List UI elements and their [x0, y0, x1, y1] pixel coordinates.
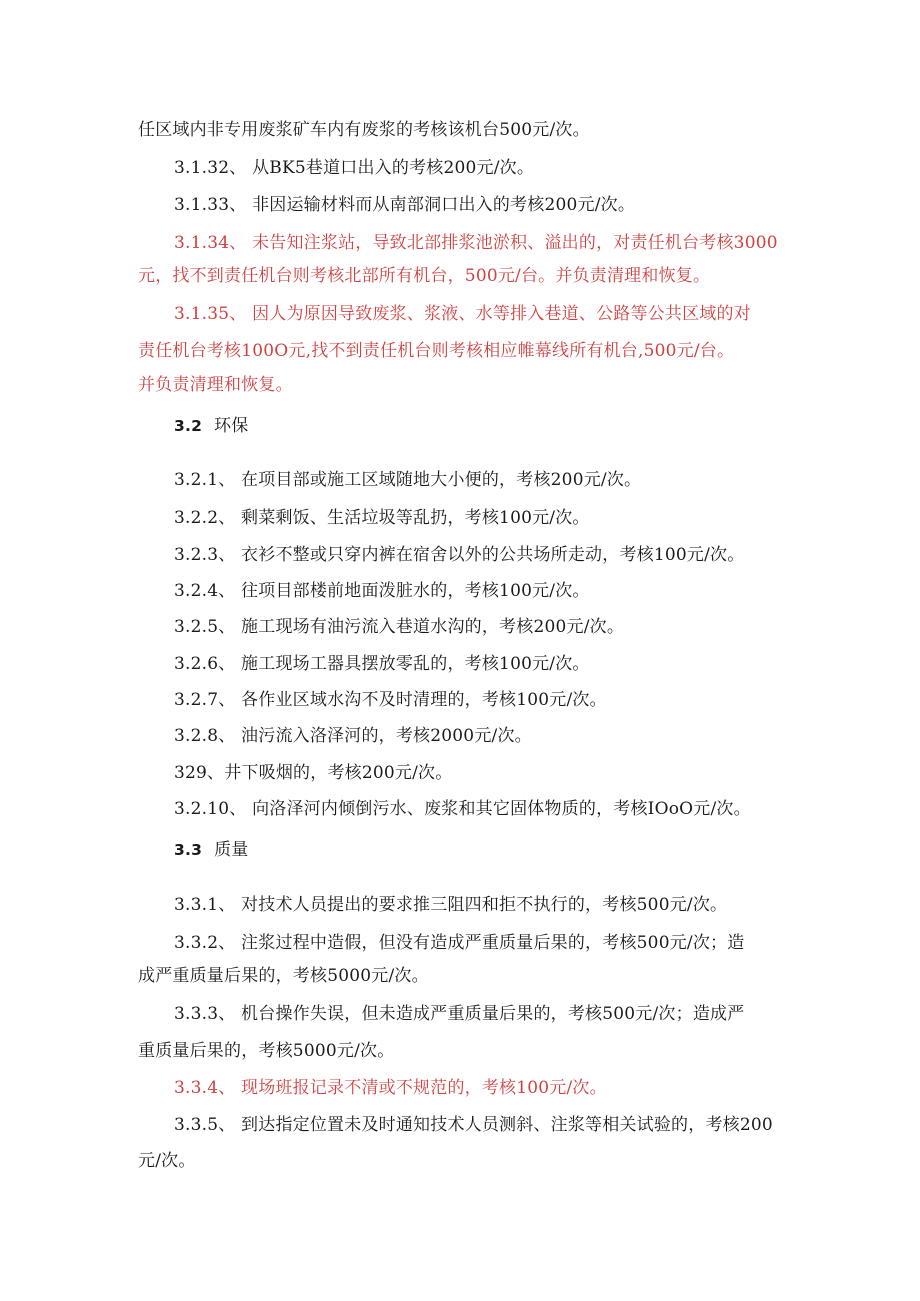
- paragraph-line: 任区域内非专用废浆矿车内有废浆的考核该机台500元/次。: [138, 120, 590, 140]
- clause-3-1-35-line-2: 责任机台考核100O元,找不到责任机台则考核相应帷幕线所有机台,500元/台。: [138, 341, 735, 361]
- section-title: 质量: [214, 840, 249, 860]
- clause-3-1-35-line-3: 并负责清理和恢复。: [138, 375, 293, 395]
- clause-3-3-5-line-2: 元/次。: [138, 1151, 196, 1171]
- clause-3-1-33: 3.1.33、 非因运输材料而从南部洞口出入的考核200元/次。: [174, 195, 636, 215]
- section-number: 3.2: [174, 417, 203, 435]
- clause-3-2-10: 3.2.10、 向洛泽河内倾倒污水、废浆和其它固体物质的，考核IOoO元/次。: [174, 799, 751, 819]
- clause-3-2-5: 3.2.5、 施工现场有油污流入巷道水沟的，考核200元/次。: [174, 617, 625, 637]
- clause-3-3-2-line-1: 3.3.2、 注浆过程中造假，但没有造成严重质量后果的，考核500元/次；造: [174, 933, 745, 953]
- clause-3-1-32: 3.1.32、 从BK5巷道口出入的考核200元/次。: [174, 158, 535, 178]
- clause-3-3-2-line-2: 成严重质量后果的，考核5000元/次。: [138, 966, 429, 986]
- section-title: 环保: [214, 416, 249, 436]
- clause-3-3-3-line-1: 3.3.3、 机台操作失误，但未造成严重质量后果的，考核500元/次；造成严: [174, 1004, 745, 1024]
- clause-3-2-1: 3.2.1、 在项目部或施工区域随地大小便的，考核200元/次。: [174, 470, 642, 490]
- clause-3-3-1: 3.3.1、 对技术人员提出的要求推三阻四和拒不执行的，考核500元/次。: [174, 895, 728, 915]
- clause-3-2-6: 3.2.6、 施工现场工器具摆放零乱的，考核100元/次。: [174, 654, 590, 674]
- clause-3-1-35-line-1: 3.1.35、 因人为原因导致废浆、浆液、水等排入巷道、公路等公共区域的对: [174, 304, 751, 324]
- clause-3-2-8: 3.2.8、 油污流入洛泽河的，考核2000元/次。: [174, 726, 532, 746]
- clause-3-2-9: 329、井下吸烟的，考核200元/次。: [174, 763, 453, 783]
- clause-3-3-4: 3.3.4、 现场班报记录不清或不规范的，考核100元/次。: [174, 1078, 607, 1098]
- clause-3-2-4: 3.2.4、 往项目部楼前地面泼脏水的，考核100元/次。: [174, 581, 590, 601]
- section-heading-3-2: [174, 414, 248, 438]
- clause-3-2-3: 3.2.3、 衣衫不整或只穿内裤在宿舍以外的公共场所走动，考核100元/次。: [174, 545, 745, 565]
- clause-3-2-7: 3.2.7、 各作业区域水沟不及时清理的，考核100元/次。: [174, 690, 607, 710]
- clause-3-3-5-line-1: 3.3.5、 到达指定位置未及时通知技术人员测斜、注浆等相关试验的，考核200: [174, 1115, 773, 1135]
- clause-3-2-2: 3.2.2、 剩菜剩饭、生活垃圾等乱扔，考核100元/次。: [174, 508, 590, 528]
- clause-3-1-34-line-1: 3.1.34、 未告知注浆站，导致北部排浆池淤积、溢出的，对责任机台考核3000: [174, 233, 778, 253]
- section-heading-3-3: [174, 838, 248, 862]
- clause-3-1-34-line-2: 元，找不到责任机台则考核北部所有机台，500元/台。并负责清理和恢复。: [138, 266, 711, 286]
- section-number: 3.3: [174, 841, 203, 859]
- clause-3-3-3-line-2: 重质量后果的，考核5000元/次。: [138, 1041, 395, 1061]
